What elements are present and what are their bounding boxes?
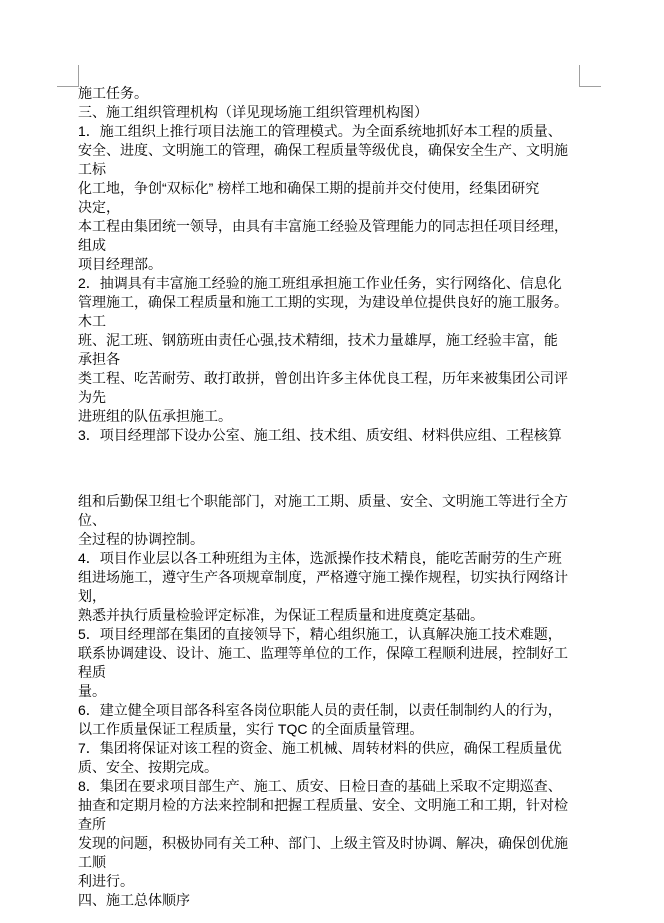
document-line: 决定， [78,199,120,215]
document-line: 程质 [78,664,106,680]
document-line: 利进行。 [78,873,134,889]
document-line: 木工 [78,313,106,329]
document-line: 四、施工总体顺序 [78,892,190,908]
document-line: 组和后勤保卫组七个职能部门，对施工工期、质量、安全、文明施工等进行全方 [78,493,568,509]
document-line: 组进场施工，遵守生产各项规章制度，严格遵守施工操作规程，切实执行网络计 [78,569,568,585]
document-line: 组成 [78,237,106,253]
document-line: 划， [78,588,106,604]
document-line: 8．集团在要求项目部生产、施工、质安、日检日查的基础上采取不定期巡查、 [78,778,562,794]
document-line: 施工任务。 [78,85,148,101]
document-line: 5．项目经理部在集团的直接领导下，精心组织施工，认真解决施工技术难题， [78,626,562,642]
document-line: 类工程、吃苦耐劳、敢打敢拼，曾创出许多主体优良工程，历年来被集团公司评 [78,370,568,386]
document-line: 工顺 [78,854,106,870]
document-line: 项目经理部。 [78,256,162,272]
document-line: 发现的问题，积极协同有关工种、部门、上级主管及时协调、解决，确保创优施 [78,835,568,851]
paragraph-gap [78,445,598,492]
document-line: 全过程的协调控制。 [78,531,204,547]
document-line: 工标 [78,161,106,177]
document-line: 4．项目作业层以各工种班组为主体，选派操作技术精良，能吃苦耐劳的生产班 [78,550,562,566]
document-line: 联系协调建设、设计、施工、监理等单位的工作，保障工程顺利进展，控制好工 [78,645,568,661]
document-line: 6．建立健全项目部各科室各岗位职能人员的责任制，以责任制制约人的行为， [78,702,562,718]
document-line: 3．项目经理部下设办公室、施工组、技术组、质安组、材料供应组、工程核算 [78,427,562,443]
document-line: 质、安全、按期完成。 [78,759,218,775]
document-line: 1．施工组织上推行项目法施工的管理模式。为全面系统地抓好本工程的质量、 [78,123,562,139]
document-line: 管理施工，确保工程质量和施工工期的实现，为建设单位提供良好的施工服务。 [78,294,568,310]
document-line: 位、 [78,512,106,528]
document-line: 以工作质量保证工程质量，实行 TQC 的全面质量管理。 [78,721,424,737]
document-line: 2．抽调具有丰富施工经验的施工班组承担施工作业任务，实行网络化、信息化 [78,275,562,291]
document-line: 熟悉并执行质量检验评定标准，为保证工程质量和进度奠定基础。 [78,607,484,623]
document-line: 本工程由集团统一领导，由具有丰富施工经验及管理能力的同志担任项目经理， [78,218,568,234]
margin-crop-mark-top-left [57,65,79,87]
document-line: 查所 [78,816,106,832]
document-line: 班、泥工班、钢筋班由责任心强,技术精细，技术力量雄厚，施工经验丰富，能 [78,332,558,348]
document-line: 安全、进度、文明施工的管理，确保工程质量等级优良，确保安全生产、文明施 [78,142,568,158]
document-line: 7．集团将保证对该工程的资金、施工机械、周转材料的供应，确保工程质量优 [78,740,562,756]
document-line: 抽查和定期月检的方法来控制和把握工程质量、安全、文明施工和工期，针对检 [78,797,568,813]
document-line: 进班组的队伍承担施工。 [78,408,232,424]
document-line: 为先 [78,389,106,405]
document-line: 承担各 [78,351,120,367]
document-line: 量。 [78,683,106,699]
document-line: 化工地，争创“双标化” 榜样工地和确保工期的提前并交付使用，经集团研究 [78,180,540,196]
document-body [78,84,598,910]
document-line: 三、施工组织管理机构（详见现场施工组织管理机构图） [78,104,428,120]
